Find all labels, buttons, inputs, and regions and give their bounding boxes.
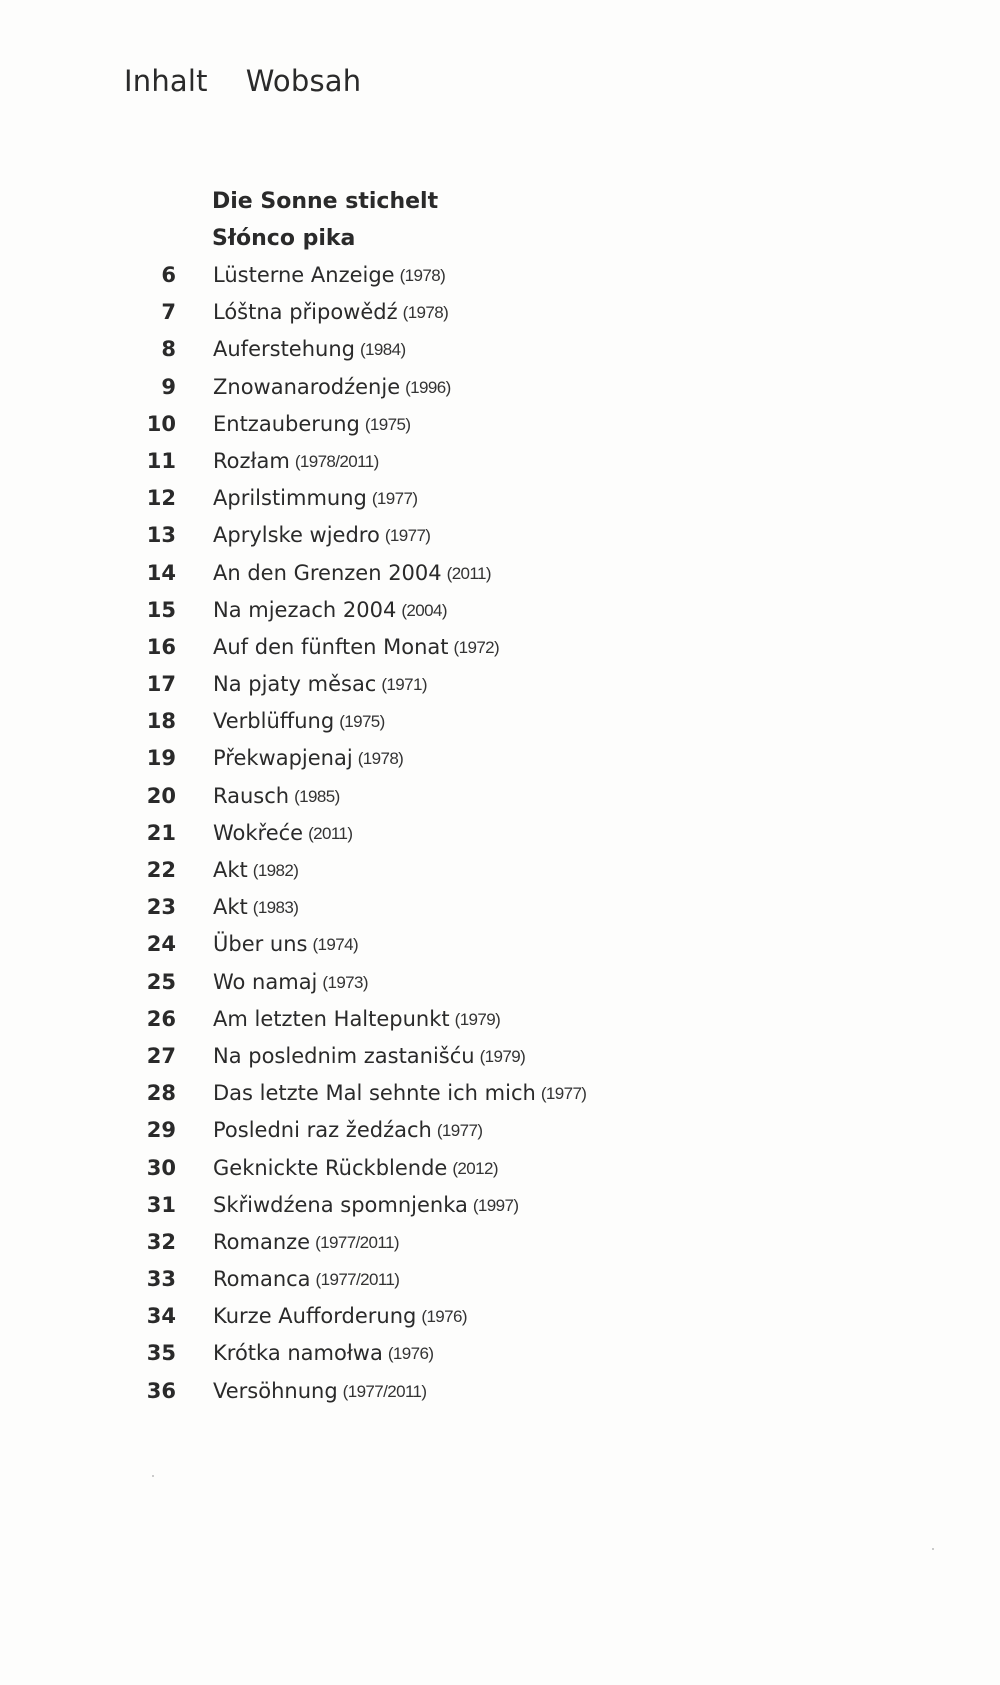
toc-entry	[124, 926, 884, 963]
entry-year: (1978)	[399, 266, 446, 285]
entry-title: Das letzte Mal sehnte ich mich	[213, 1081, 536, 1106]
entry-year: (1974)	[312, 935, 359, 955]
toc-entry	[124, 815, 884, 852]
entry-year: (1979)	[454, 1009, 501, 1029]
page-number: 9	[161, 374, 176, 399]
page-number: 24	[146, 932, 176, 957]
entry-title: Lóštna připowědź	[213, 300, 398, 325]
entry-year: (1978)	[402, 303, 449, 323]
page-number: 15	[146, 597, 176, 622]
entry-title: Na poslednim zastanišću	[213, 1043, 475, 1068]
page-number: 28	[146, 1081, 176, 1106]
entry-title: Entzauberung	[213, 411, 360, 436]
page-number: 32	[146, 1229, 176, 1254]
toc-entry	[124, 443, 884, 480]
entry-title: Rausch	[213, 783, 290, 808]
entry-year: (1977)	[540, 1084, 587, 1104]
toc-entry	[124, 666, 884, 703]
page-number: 13	[146, 523, 176, 548]
page-number: 10	[146, 411, 176, 436]
entry-year: (1973)	[322, 972, 368, 992]
title-sorbian: Wobsah	[245, 64, 362, 98]
page-number: 14	[146, 560, 176, 585]
entry-year: (1977/2011)	[315, 1232, 399, 1252]
page-number: 12	[146, 486, 176, 511]
page-number: 35	[146, 1341, 176, 1366]
entry-title: Geknickte Rückblende	[213, 1155, 448, 1180]
toc-entry	[124, 1187, 884, 1224]
table-of-contents	[124, 183, 884, 1410]
entry-title: Verblüffung	[213, 709, 335, 734]
entry-title: Romanca	[213, 1267, 311, 1292]
toc-entry	[124, 1038, 884, 1075]
entry-title: Versöhnung	[213, 1378, 338, 1403]
page-number: 7	[161, 300, 176, 325]
entry-title: Na pjaty měsac	[213, 672, 377, 697]
entry-year: (1978/2011)	[294, 451, 379, 471]
page-number: 8	[161, 337, 176, 362]
toc-entry	[124, 369, 884, 406]
toc-entry	[124, 1373, 884, 1410]
entry-title: Aprylske wjedro	[213, 523, 380, 548]
entry-title: Krótka namołwa	[213, 1341, 383, 1366]
page-number: 33	[146, 1267, 176, 1292]
toc-entry	[124, 1112, 884, 1149]
toc-entry	[124, 1261, 884, 1298]
page-number: 29	[146, 1118, 176, 1143]
entry-year: (1977)	[436, 1121, 483, 1141]
entry-year: (1976)	[387, 1344, 434, 1364]
entry-year: (1979)	[479, 1046, 526, 1066]
paper-speck	[932, 1548, 934, 1550]
toc-entry	[124, 257, 884, 294]
page-number: 22	[146, 858, 176, 882]
entry-title: Aprilstimmung	[213, 486, 367, 511]
toc-entry	[124, 1298, 884, 1335]
entry-title: Auf den fünften Monat	[213, 634, 449, 659]
page-number: 34	[146, 1304, 176, 1329]
toc-entry	[124, 331, 884, 368]
toc-entry	[124, 964, 884, 1001]
toc-entry	[124, 1075, 884, 1112]
entry-year: (2012)	[452, 1158, 498, 1178]
entry-title: Překwapjenaj	[213, 746, 353, 771]
entry-year: (1976)	[421, 1307, 467, 1327]
toc-entry	[124, 740, 884, 777]
entry-year: (1971)	[381, 675, 427, 695]
entry-year: (1978)	[357, 749, 404, 769]
entry-title: Auferstehung	[213, 337, 355, 362]
page-title	[124, 64, 361, 98]
page-number: 11	[146, 448, 176, 473]
entry-title: An den Grenzen 2004	[213, 560, 442, 585]
toc-entry	[124, 1150, 884, 1187]
toc-entry	[124, 1224, 884, 1261]
toc-entry	[124, 517, 884, 554]
entry-year: (1983)	[252, 898, 299, 918]
entry-year: (1982)	[252, 861, 299, 880]
entry-title: Am letzten Haltepunkt	[213, 1006, 450, 1031]
entry-title: Na mjezach 2004	[213, 597, 397, 622]
page-number: 6	[161, 263, 176, 287]
entry-year: (1972)	[453, 637, 500, 657]
toc-entry-list	[124, 257, 884, 1410]
section-title-sorbian: Słónco pika	[212, 226, 356, 251]
section-title-german: Die Sonne stichelt	[212, 189, 439, 214]
page-number: 20	[146, 783, 176, 808]
page-number: 26	[146, 1006, 176, 1031]
entry-year: (1975)	[339, 712, 385, 732]
page-number: 23	[146, 895, 176, 920]
toc-entry	[124, 592, 884, 629]
toc-entry	[124, 852, 884, 889]
title-german: Inhalt	[124, 64, 208, 98]
page-number: 27	[146, 1043, 176, 1068]
entry-title: Posledni raz žedźach	[213, 1118, 432, 1143]
entry-year: (1977/2011)	[315, 1270, 400, 1290]
entry-title: Akt	[213, 858, 248, 882]
entry-year: (1997)	[472, 1195, 519, 1215]
page-number: 18	[146, 709, 176, 734]
entry-year: (1977)	[371, 489, 418, 509]
page-number: 31	[146, 1192, 176, 1217]
page-number: 21	[146, 820, 176, 845]
page-number: 17	[146, 672, 176, 697]
toc-entry	[124, 406, 884, 443]
entry-year: (2011)	[308, 823, 353, 843]
entry-title: Znowanarodźenje	[213, 374, 401, 399]
entry-year: (1996)	[405, 377, 451, 397]
entry-year: (1985)	[294, 786, 340, 806]
entry-title: Akt	[213, 895, 248, 920]
entry-year: (1977)	[384, 526, 431, 546]
toc-entry	[124, 629, 884, 666]
entry-year: (2011)	[446, 563, 491, 583]
toc-entry	[124, 480, 884, 517]
entry-title: Skřiwdźena spomnjenka	[213, 1192, 468, 1217]
paper-speck	[152, 1475, 154, 1477]
entry-title: Wo namaj	[213, 969, 318, 994]
toc-entry	[124, 778, 884, 815]
toc-entry	[124, 889, 884, 926]
entry-title: Kurze Aufforderung	[213, 1304, 417, 1329]
toc-entry	[124, 294, 884, 331]
entry-year: (1984)	[359, 340, 406, 360]
entry-year: (1977/2011)	[342, 1381, 427, 1401]
entry-title: Romanze	[213, 1229, 311, 1254]
page-number: 25	[146, 969, 176, 994]
entry-year: (1975)	[364, 414, 411, 434]
entry-title: Lüsterne Anzeige	[213, 263, 395, 287]
entry-title: Rozłam	[213, 448, 290, 473]
toc-entry	[124, 1335, 884, 1372]
entry-year: (2004)	[401, 600, 447, 620]
toc-entry	[124, 703, 884, 740]
toc-entry	[124, 1001, 884, 1038]
page-number: 16	[146, 634, 176, 659]
toc-entry	[124, 555, 884, 592]
page-number: 30	[146, 1155, 176, 1180]
entry-title: Über uns	[213, 932, 308, 957]
page-number: 19	[146, 746, 176, 771]
page-number: 36	[146, 1378, 176, 1403]
entry-title: Wokřeće	[213, 820, 304, 845]
